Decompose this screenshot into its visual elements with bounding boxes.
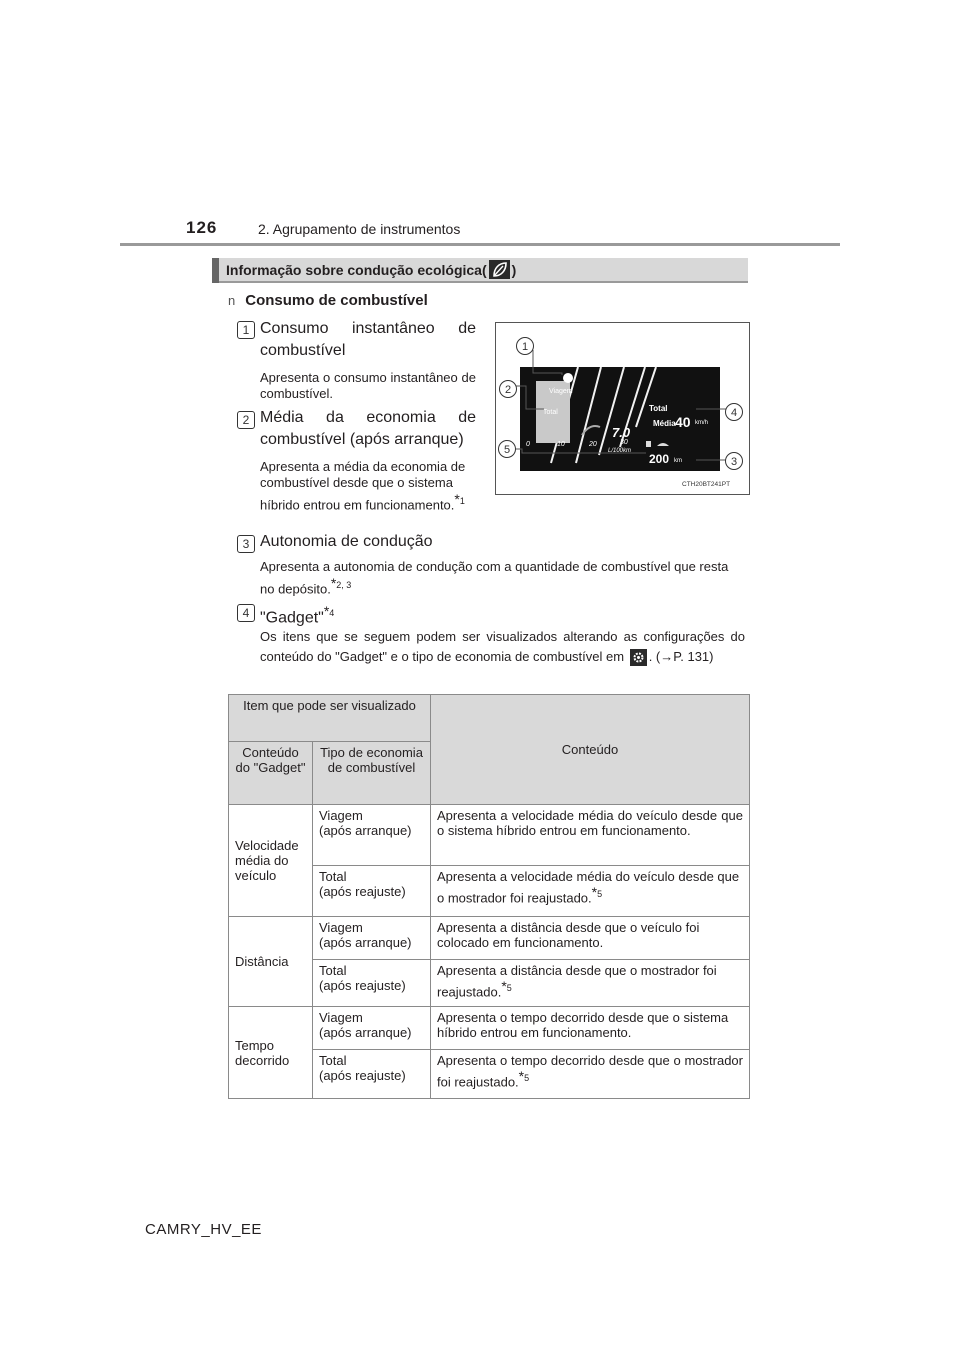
table-type [313, 917, 431, 960]
table-row [229, 805, 750, 866]
eco-leaf-icon [489, 260, 510, 279]
type-sub: (após arranque) [319, 935, 412, 950]
type-sub: (após arranque) [319, 1025, 412, 1040]
label-viagem: Viagem [549, 388, 573, 395]
footnote-star: * [518, 1068, 525, 1084]
callout-number: 4 [730, 407, 738, 419]
type-main: Total [319, 1053, 347, 1068]
subheading-text: Consumo de combustível [245, 292, 428, 309]
subheading-bullet: n [228, 293, 236, 308]
leaf-indicator [563, 373, 573, 383]
instrument-cluster-drawing [496, 323, 749, 494]
footnote-ref: 5 [524, 1073, 530, 1083]
section-title [226, 262, 516, 279]
type-sub: (após reajuste) [319, 1068, 406, 1083]
item-title: Autonomia de condução [260, 533, 433, 550]
footnote-ref: 5 [597, 889, 603, 899]
footnote-star: * [501, 978, 507, 994]
footnote-ref: 4 [329, 608, 335, 618]
type-main: Viagem [319, 920, 363, 935]
item-body [260, 459, 478, 513]
item-title [260, 600, 740, 629]
callout-number: 3 [730, 456, 738, 468]
table-type [313, 960, 431, 1007]
table-category: Tempo decorrido [229, 1007, 313, 1099]
scale-tick: 30 [620, 439, 628, 446]
illustration-code: CTH20BT241PT [682, 481, 731, 488]
footnote-star: * [591, 884, 598, 900]
footer-code: CAMRY_HV_EE [145, 1221, 262, 1238]
table-row [229, 917, 750, 960]
scale-tick: 20 [589, 441, 597, 448]
type-main: Viagem [319, 808, 363, 823]
item-number: 4 [237, 604, 255, 622]
item-title-text: "Gadget" [260, 609, 324, 627]
label-total-small: Total [543, 409, 558, 416]
section-title-text: Informação sobre condução ecológica( [226, 262, 487, 278]
table-header-row [229, 695, 750, 742]
table-content: Apresenta a velocidade média do veículo desde que o sistema híbrido entrou em funcionamento. [431, 805, 750, 866]
content-text: Apresenta a velocidade média do veículo desde que o mostrador foi reajustado. [437, 869, 740, 906]
item-body-text: Apresenta a média da economia de combustível desde que o sistema híbrido entrou em funcionamento. [260, 459, 466, 513]
item-body-text-end: . (→P. 131) [648, 649, 714, 664]
item-body [260, 559, 745, 597]
content-text: Apresenta o tempo decorrido desde que o mostrador foi reajustado. [437, 1053, 743, 1090]
fuel-pump-icon [646, 441, 651, 447]
table-header-gadget: Conteúdo do "Gadget" [229, 742, 313, 805]
footnote-ref: 1 [459, 496, 465, 506]
item-body-text: Os itens que se seguem podem ser visualizados alterando as configurações do conteúdo do "Gadget" e o tipo de economia de combustível em [260, 629, 745, 664]
table-content: Apresenta a distância desde que o veículo foi colocado em funcionamento. [431, 917, 750, 960]
table-category: Velocidade média do veículo [229, 805, 313, 917]
type-main: Total [319, 963, 347, 978]
cluster-illustration [495, 322, 750, 495]
content-text: Apresenta a distância desde que o mostrador foi reajustado. [437, 963, 717, 1000]
speed-value: 40 [675, 414, 691, 430]
item-body-text: Apresenta a autonomia de condução com a quantidade de combustível que resta no depósito. [260, 559, 729, 597]
footnote-star: * [454, 491, 460, 507]
header-rule [120, 243, 840, 246]
table-type [313, 866, 431, 917]
item-body [260, 627, 745, 667]
section-bar-edge [212, 258, 219, 283]
label-total: Total [649, 404, 668, 413]
consumption-unit: L/100km [608, 448, 632, 454]
table-row [229, 1007, 750, 1050]
footnote-star: * [330, 575, 337, 591]
consumption-value: 7.0 [612, 425, 631, 440]
range-value: 200 [649, 452, 670, 466]
section-title-close: ) [511, 262, 517, 278]
range-unit: km [674, 458, 682, 464]
table-type [313, 1050, 431, 1099]
section-bar [212, 258, 748, 283]
item-body: Apresenta o consumo instantâneo de combustível. [260, 370, 476, 401]
table-content [431, 960, 750, 1007]
item-title: Consumo instantâneo de combustível [260, 320, 476, 359]
settings-icon [630, 649, 647, 666]
table-content: Apresenta o tempo decorrido desde que o sistema híbrido entrou em funcionamento. [431, 1007, 750, 1050]
footnote-ref: 5 [506, 983, 512, 993]
table-type [313, 805, 431, 866]
type-sub: (após reajuste) [319, 884, 406, 899]
page-number: 126 [186, 218, 218, 237]
scale-tick: 10 [557, 441, 565, 448]
table-header-content: Conteúdo [431, 695, 750, 805]
chapter-title: 2. Agrupamento de instrumentos [258, 221, 461, 237]
table-header-type: Tipo de economia de combustível [313, 742, 431, 805]
subheading [228, 292, 428, 309]
callout-number: 2 [504, 384, 512, 396]
item-title: Média da economia de combustível (após arranque) [260, 409, 476, 448]
footnote-star: * [323, 603, 330, 619]
type-sub: (após arranque) [319, 823, 412, 838]
table-header-group: Item que pode ser visualizado [229, 695, 431, 742]
label-media: Média [653, 419, 676, 428]
speed-unit: km/h [695, 420, 709, 426]
table-category: Distância [229, 917, 313, 1007]
type-main: Total [319, 869, 347, 884]
item-number: 3 [237, 535, 255, 553]
item-number: 1 [237, 321, 255, 339]
type-sub: (após reajuste) [319, 978, 406, 993]
item-number: 2 [237, 411, 255, 429]
table-content [431, 866, 750, 917]
gadget-table [228, 694, 750, 1099]
callout-number: 5 [503, 444, 511, 456]
footnote-ref: 2, 3 [336, 580, 352, 590]
callout-number: 1 [521, 341, 529, 353]
scale-tick: 0 [526, 441, 530, 448]
table-type [313, 1007, 431, 1050]
table-content [431, 1050, 750, 1099]
type-main: Viagem [319, 1010, 363, 1025]
